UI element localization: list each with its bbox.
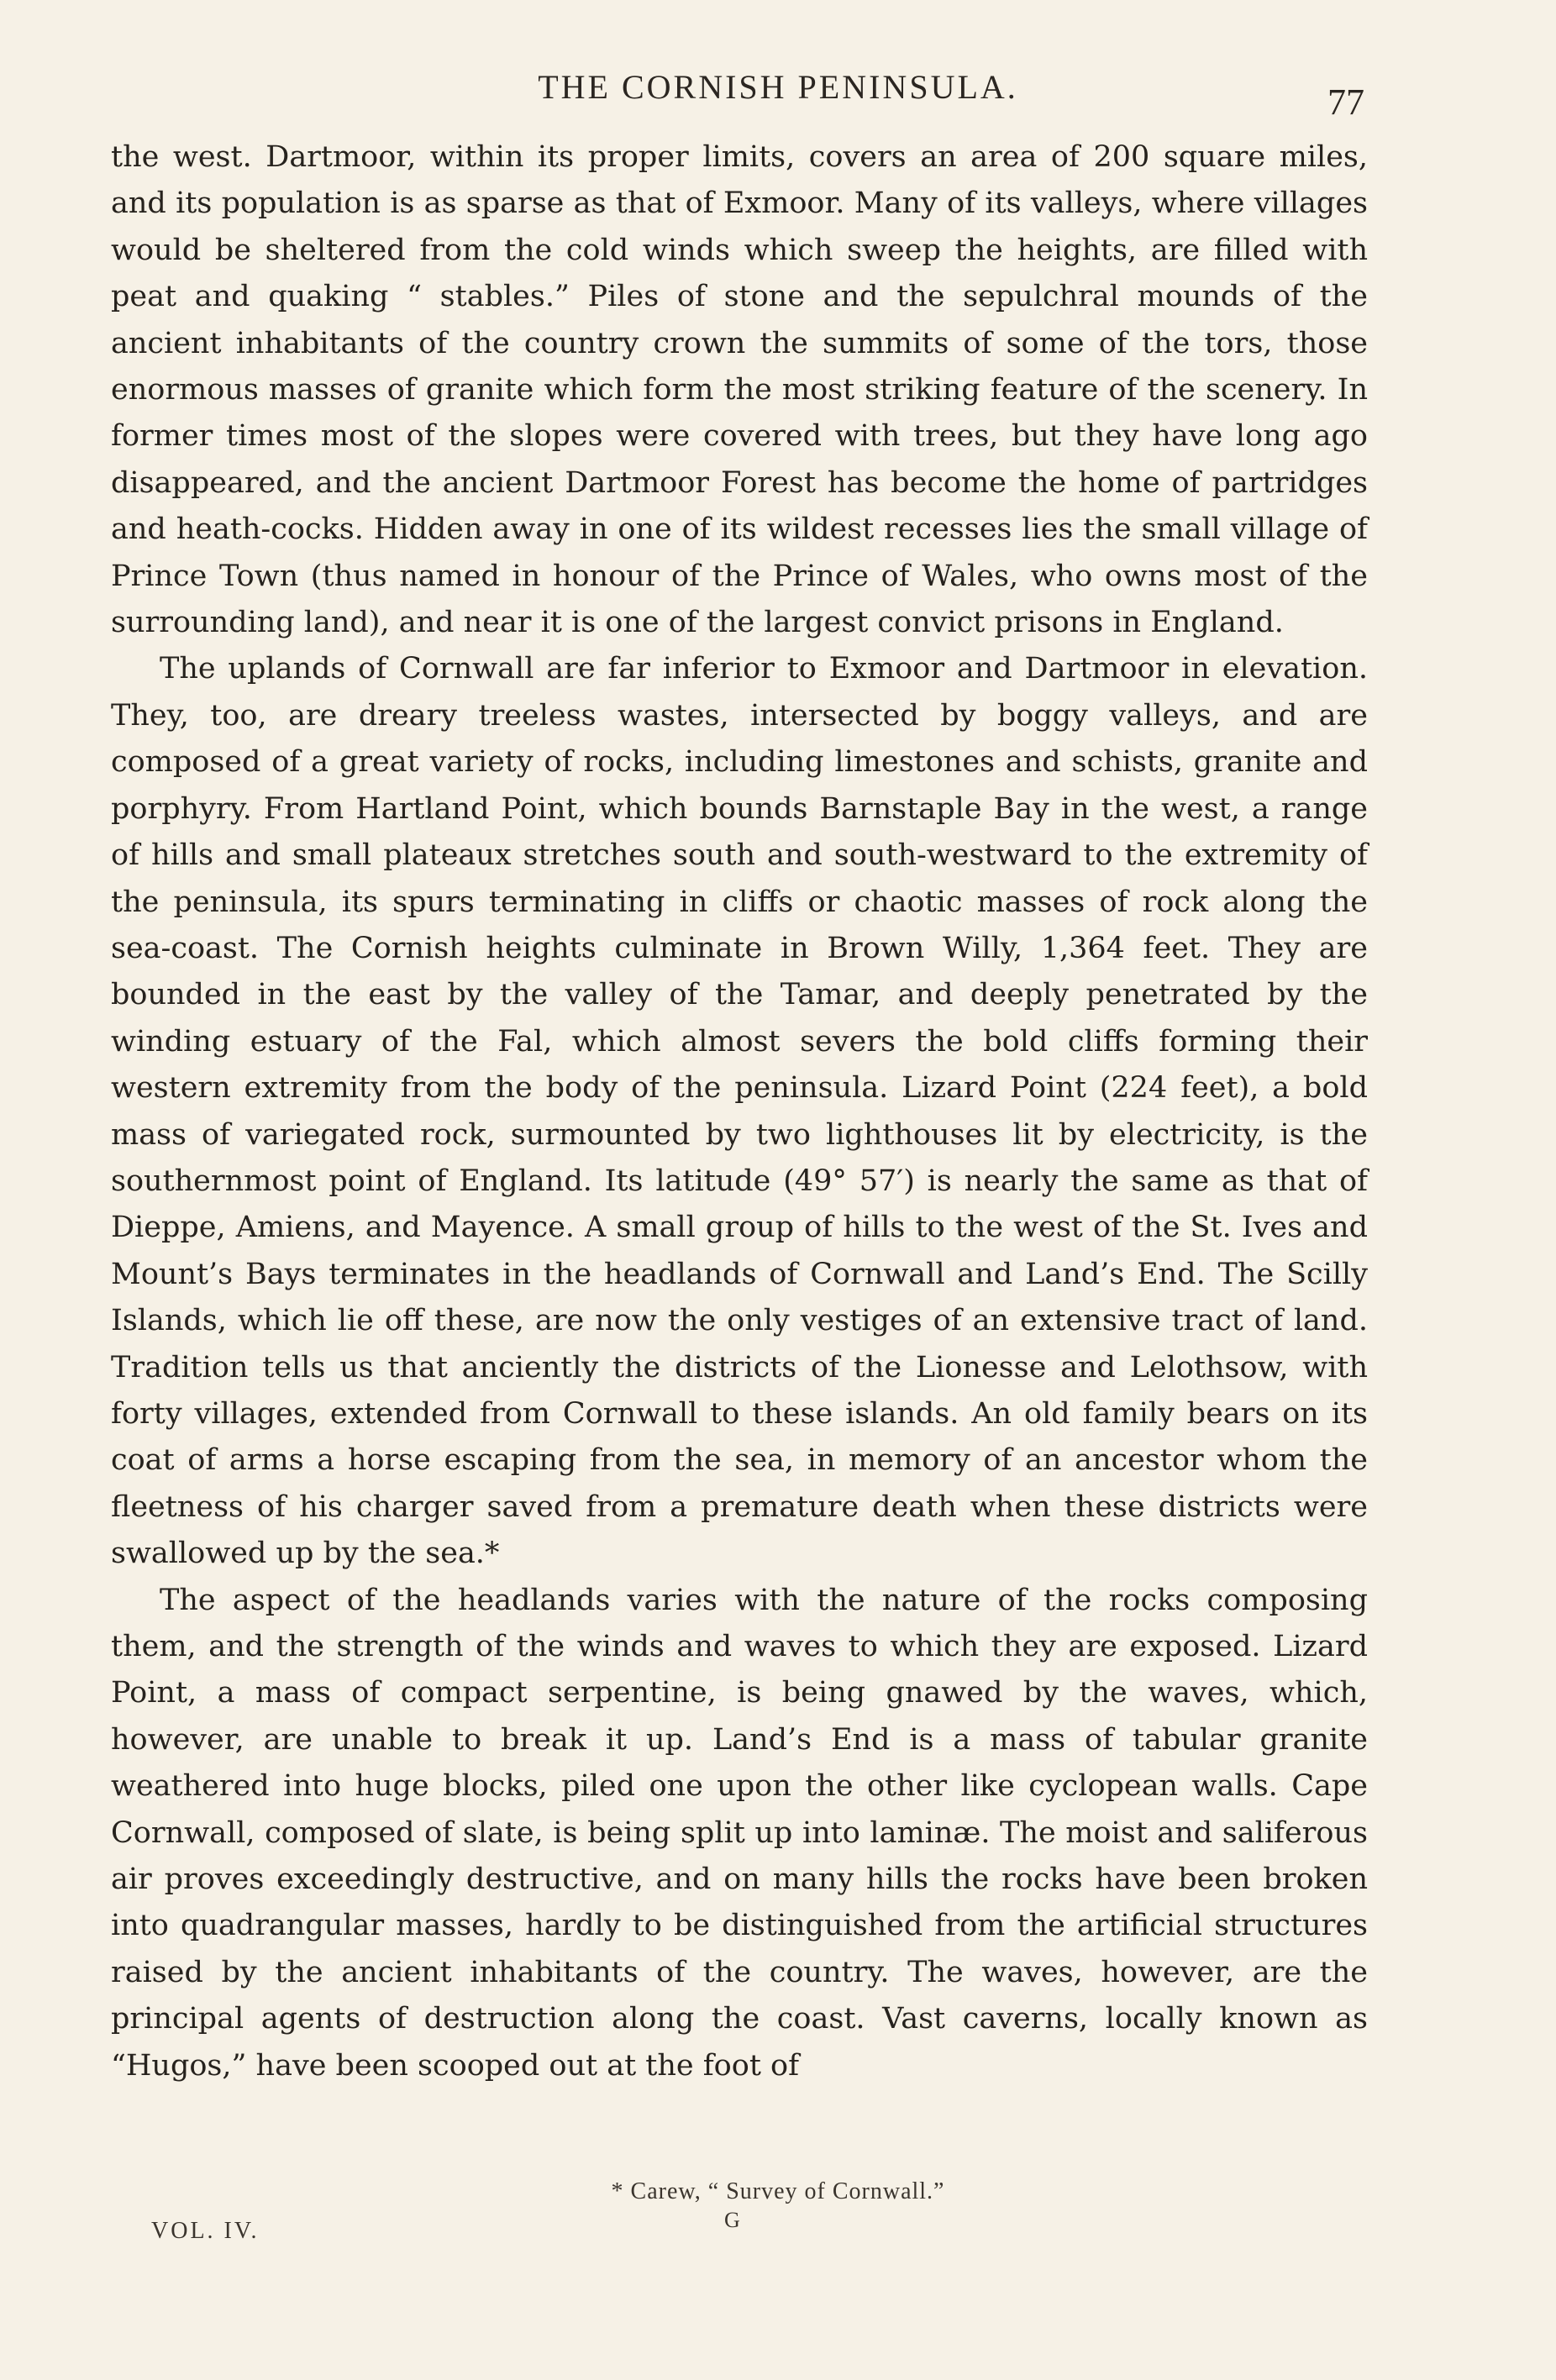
paragraph-dartmoor: the west. Dartmoor, within its proper limits, covers an area of 200 square miles, and its population is as sparse as that of Exmoor. Many of its valleys, where villages would be sheltered from the cold winds which sweep the heights, are filled with peat and quaking “ stables.” Piles of stone and the sepulchral mounds of the ancient inhabitants of the country crown the summits of some of the tors, those enormous masses of granite which form the most striking feature of the scenery. In former times most of the slopes were covered with trees, but they have long ago disappeared, and the ancient Dartmoor Forest has become the home of partridges and heath-cocks. Hidden away in one of its wildest recesses lies the small village of Prince Town (thus named in honour of the Prince of Wales, who owns most of the surrounding land), and near it is one of the largest convict prisons in England.	[111, 140, 1368, 640]
body-text	[111, 134, 1368, 2089]
running-head: THE CORNISH PENINSULA.	[538, 68, 1018, 106]
footnote: * Carew, “ Survey of Cornwall.”	[611, 2178, 945, 2204]
paragraph-cornwall-uplands: The uplands of Cornwall are far inferior to Exmoor and Dartmoor in elevation. They, too, are dreary treeless wastes, intersected by boggy valleys, and are composed of a great variety of rocks, including limestones and schists, granite and porphyry. From Hartland Point, which bounds Barnstaple Bay in the west, a range of hills and small plateaux stretches south and south-westward to the extremity of the peninsula, its spurs terminating in cliffs or chaotic masses of rock along the sea-coast. The Cornish heights culminate in Brown Willy, 1,364 feet. They are bounded in the east by the valley of the Tamar, and deeply penetrated by the winding estuary of the Fal, which almost severs the bold cliffs forming their western extremity from the body of the peninsula. Lizard Point (224 feet), a bold mass of variegated rock, surmounted by two lighthouses lit by electricity, is the southernmost point of England. Its latitude (49° 57′) is nearly the same as that of Dieppe, Amiens, and Mayence. A small group of hills to the west of the St. Ives and Mount’s Bays terminates in the headlands of Cornwall and Land’s End. The Scilly Islands, which lie off these, are now the only vestiges of an extensive tract of land. Tradition tells us that anciently the districts of the Lionesse and Lelothsow, with forty villages, extended from Cornwall to these islands. An old family bears on its coat of arms a horse escaping from the sea, in memory of an ancestor whom the fleetness of his charger saved from a premature death when these districts were swallowed up by the sea.*	[111, 652, 1368, 1571]
signature-letter: G	[724, 2208, 740, 2232]
volume-mark: VOL. IV.	[151, 2218, 260, 2244]
page-number: 77	[1327, 81, 1364, 123]
paragraph-headlands: The aspect of the headlands varies with the nature of the rocks composing them, and the strength of the winds and waves to which they are exposed. Lizard Point, a mass of compact serpentine, is being gnawed by the waves, which, however, are unable to break it up. Land’s End is a mass of tabular granite weathered into huge blocks, piled one upon the other like cyclopean walls. Cape Cornwall, composed of slate, is being split up into laminæ. The moist and saliferous air proves exceedingly destructive, and on many hills the rocks have been broken into quadrangular masses, hardly to be distinguished from the artificial structures raised by the ancient inhabitants of the country. The waves, however, are the principal agents of destruction along the coast. Vast caverns, locally known as “Hugos,” have been scooped out at the foot of	[111, 1583, 1368, 2083]
